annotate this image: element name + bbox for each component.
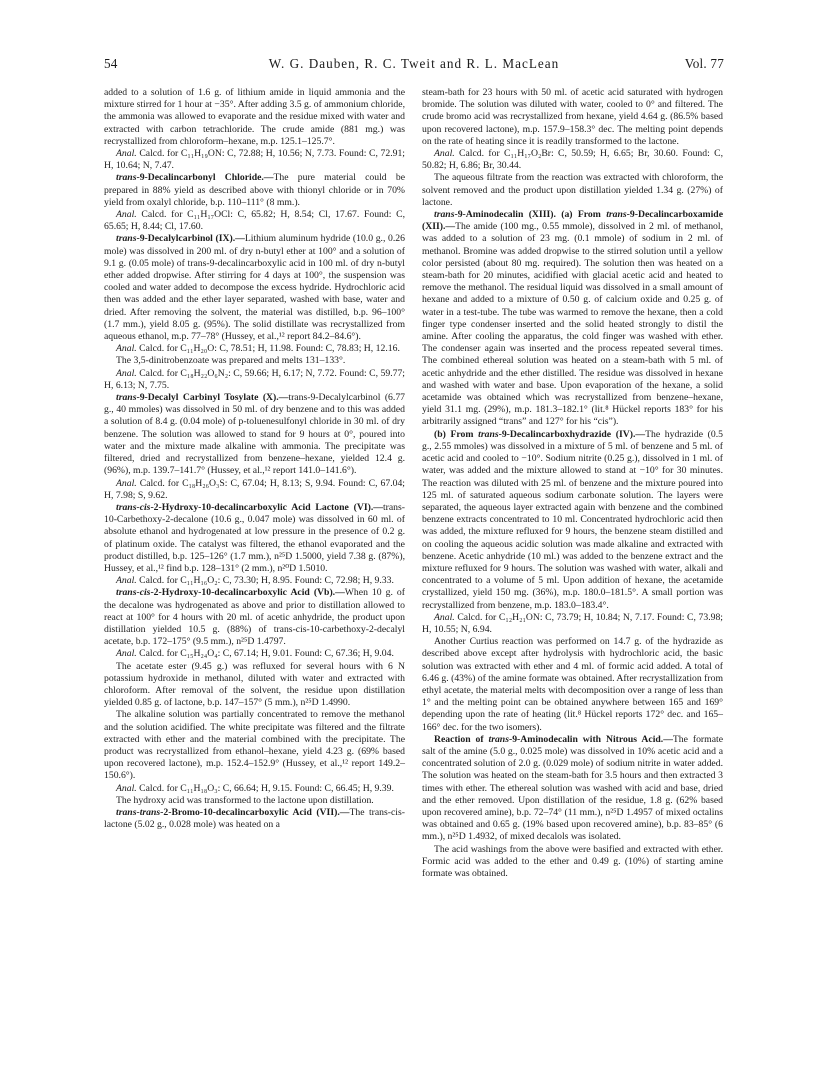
paragraph-text: Calcd. for C₁₁H₁₈O₃: C, 66.64; H, 9.15. Found: C, 66.45; H, 9.39. <box>139 782 394 794</box>
section-heading: -9-Decalyl Carbinyl Tosylate (X).— <box>136 392 289 404</box>
paragraph-text: The pure material could be prepared in 88% yield as described above with thionyl chloride or in 70% yield from oxalyl chloride, b.p. 110–111° (8 mm.). <box>104 172 406 208</box>
analysis-paragraph <box>104 368 405 392</box>
analysis-paragraph <box>104 575 405 587</box>
analysis-paragraph <box>422 612 723 636</box>
anal-label: Anal. <box>116 209 137 221</box>
section-paragraph <box>104 392 405 477</box>
volume-number: Vol. 77 <box>684 56 724 71</box>
paragraph: The acid washings from the above were basified and extracted with ether. Formic acid was added to the ether and 0.49 g. (10%) of starting amine formate was obtained. <box>422 843 723 879</box>
paragraph: added to a solution of 1.6 g. of lithium amide in liquid ammonia and the mixture stirred for 1 hour at −35°. After adding 3.5 g. of ammonium chloride, the ammonia was allowed to evaporate and the residue mixed with water and extracted with carbon tetrachloride. The crude amide (881 mg.) was recrystallized from chloroform–hexane, m.p. 125.1–125.7°. <box>104 87 405 147</box>
section-heading-stereo: trans <box>116 392 137 404</box>
paragraph-text: The amide (100 mg., 0.55 mmole), dissolved in 2 ml. of methanol, was added to a solution of 23 mg. (0.1 mmole) of sodium in 2 ml. of methanol. Bromine was added dropwise to the stirred solution until a yellow color persisted (about 80 mg. required). The solution then was heated on a steam-bath for 20 minutes, acidified with glacial acetic acid and heated to remove the methanol. The residual liquid was dissolved in a small amount of hexane and added to a mixture of 0.50 g. of calcium oxide and 0.25 g. of water in a test-tube. The tube was warmed to remove the hexane, then a cold finger type condenser inserted and the solid heated strongly to distil the amine. After cooling the apparatus, the cold finger was washed with ether. The condenser again was inserted and the process repeated several times. The combined ethereal solution was heated on a steam-bath with 5 ml. of acetic anhydride and the ether distilled. The residue was dissolved in hexane and washed with water and base. Upon evaporation of the hexane, a solid acetamide was obtained which was recrystallized from benzene–hexane, yield 31.1 mg. (29%), m.p. 181.3–182.1° (lit.⁸ Hückel reports 183° for his arbitrarily assigned “trans” and 127° for his “cis”). <box>422 221 723 428</box>
section-heading: (b) From <box>434 428 479 440</box>
paragraph-text: Calcd. for C₁₈H₂₆O₃S: C, 67.04; H, 8.13; S, 9.94. Found: C, 67.04; H, 7.98; S, 9.62. <box>104 477 405 501</box>
section-paragraph <box>104 233 405 343</box>
section-heading-stereo: trans <box>606 209 627 221</box>
paragraph-text: Calcd. for C₁₈H₂₂O₆N₂: C, 59.66; H, 6.17; N, 7.72. Found: C, 59.77; H, 6.13; N, 7.75. <box>104 367 406 391</box>
paragraph: The aqueous filtrate from the reaction was extracted with chloroform, the solvent removed and the product upon distillation yielded 1.34 g. (27%) of lactone. <box>422 172 723 208</box>
section-heading: -2-Bromo-10-decalincarboxylic Acid (VII).— <box>160 806 350 818</box>
anal-label: Anal. <box>116 367 137 379</box>
paragraph-text: Calcd. for C₁₁H₁₇O₂Br: C, 50.59; H, 6.65; Br, 30.60. Found: C, 50.82; H, 6.86; Br, 30.44. <box>422 148 724 172</box>
section-heading: -9-Decalincarbonyl Chloride.— <box>136 172 274 184</box>
running-authors: W. G. Dauben, R. C. Tweit and R. L. MacLean <box>268 56 560 71</box>
section-paragraph <box>104 807 405 831</box>
anal-label: Anal. <box>116 477 137 489</box>
anal-label: Anal. <box>116 782 137 794</box>
section-heading-stereo: trans <box>478 428 499 440</box>
analysis-paragraph <box>104 209 405 233</box>
paragraph-text: Calcd. for C₁₁H₁₉ON: C, 72.88; H, 10.56; N, 7.73. Found: C, 72.91; H, 10.64; N, 7.47. <box>104 148 405 172</box>
anal-label: Anal. <box>434 148 455 160</box>
paragraph-text: Calcd. for C₁₂H₂₁ON: C, 73.79; H, 10.84; N, 7.17. Found: C, 73.98; H, 10.55; N, 6.94. <box>422 611 723 635</box>
paragraph-text: Calcd. for C₁₁H₁₆O₂: C, 73.30; H, 8.95. Found: C, 72.98; H, 9.33. <box>139 575 394 587</box>
paragraph-text: Calcd. for C₁₅H₂₄O₄: C, 67.14; H, 9.01. Found: C, 67.36; H, 9.04. <box>139 648 394 660</box>
paragraph-text: trans-9-Decalylcarbinol (6.77 g., 40 mmoles) was dissolved in 50 ml. of dry benzene and to this was added a solution of 8.4 g. (0.04 mole) of p-toluenesulfonyl chloride in 30 ml. of dry benzene. The solution was allowed to stand for 9 hours at 0°, poured into water and the mixture made alkaline with ammonia. The precipitate was filtered, dried and recrystallized from benzene–hexane, yielded 12.4 g. (96%), m.p. 139.7–141.7° (Hussey, et al.,¹² report 141.0–141.6°). <box>104 392 406 477</box>
paragraph: The alkaline solution was partially concentrated to remove the methanol and the solution acidified. The white precipitate was filtered and the filtrate extracted with ether and the material combined with the precipitate. The product was recrystallized from ethanol–hexane, yield 4.23 g. (69% based upon recovered lactone), m.p. 152.4–152.9° (Hussey, et al.,¹² report 149.2–150.6°). <box>104 709 405 782</box>
analysis-paragraph <box>104 148 405 172</box>
paragraph-text: When 10 g. of the decalone was hydrogenated as above and prior to distillation allowed to react at 100° for 4 hours with 20 ml. of acetic anhydride, the product upon distillation yielded 10.5 g. (88%) of trans-cis-10-carbethoxy-2-decalyl acetate, b.p. 172–175° (9.5 mm.), n²⁵D 1.4797. <box>104 587 405 648</box>
section-paragraph <box>104 587 405 648</box>
running-header <box>104 56 724 76</box>
analysis-paragraph <box>104 783 405 795</box>
anal-label: Anal. <box>116 648 137 660</box>
section-heading: -2-Hydroxy-10-decalincarboxylic Acid Lactone (VI).— <box>150 501 383 513</box>
section-heading: -9-Aminodecalin with Nitrous Acid.— <box>508 733 673 745</box>
paragraph: Another Curtius reaction was performed on 14.7 g. of the hydrazide as described above except after hydrolysis with hydrochloric acid, the basic solution was extracted with ether and 4 ml. of formic acid added. A total of 6.46 g. (43%) of the amine formate was obtained. After recrystallization from ethyl acetate, the material melts with decomposition over a range of less than 1° and the melting point can be obtained anywhere between 165 and 169° depending upon the rate of heating (lit.⁸ Hückel reports 172° dec. and 165–166° dec. for the two isomers). <box>422 636 723 733</box>
anal-label: Anal. <box>116 343 137 355</box>
section-paragraph <box>422 429 723 612</box>
section-heading: -2-Hydroxy-10-decalincarboxylic Acid (Vb).— <box>150 587 345 599</box>
section-heading: -9-Decalincarboxhydrazide (IV).— <box>498 428 646 440</box>
section-paragraph <box>422 209 723 429</box>
analysis-paragraph <box>104 478 405 502</box>
section-heading-stereo: trans <box>116 233 137 245</box>
paragraph: The 3,5-dinitrobenzoate was prepared and melts 131–133°. <box>116 355 346 367</box>
section-paragraph <box>422 734 723 844</box>
analysis-paragraph <box>104 648 405 660</box>
section-heading-stereo: trans-cis <box>116 501 151 513</box>
section-paragraph <box>104 172 405 209</box>
paragraph: The hydroxy acid was transformed to the lactone upon distillation. <box>116 794 374 806</box>
paragraph-text: The trans-cis-lactone (5.02 g., 0.028 mole) was heated on a <box>104 806 405 831</box>
paragraph-text: trans-10-Carbethoxy-2-decalone (10.6 g., 0.047 mole) was dissolved in 60 ml. of absolute ethanol and hydrogenated at low pressure in the presence of 0.2 g. of platinum oxide. The catalyst was filtered, the ethanol evaporated and the product distilled, b.p. 125–126° (1.7 mm.), n²⁵D 1.5000, yield 7.38 g. (87%), Hussey, et al.,¹² find b.p. 128–131° (2 mm.), n²⁰D 1.5010. <box>104 501 405 574</box>
paragraph: steam-bath for 23 hours with 50 ml. of acetic acid saturated with hydrogen bromide. The solution was diluted with water, cooled to 0° and filtered. The crude bromo acid was recrystallized from hexane, yield 4.64 g. (86.5% based upon recovered lactone), m.p. 157.9–158.3° dec. The melting point depends on the rate of heating since it is readily transformed to the lactone. <box>422 87 723 147</box>
section-heading-stereo: trans <box>488 733 509 745</box>
anal-label: Anal. <box>116 148 137 160</box>
section-heading: -9-Decalincarboxamide (XII).— <box>422 209 723 233</box>
section-heading-stereo: trans-trans <box>116 806 161 818</box>
paragraph-text: Calcd. for C₁₁H₁₇OCl: C, 65.82; H, 8.54; Cl, 17.67. Found: C, 65.65; H, 8.44; Cl, 17.60. <box>104 209 406 233</box>
section-heading: -9-Decalylcarbinol (IX).— <box>136 233 245 245</box>
section-heading-stereo: trans <box>116 172 137 184</box>
section-paragraph <box>104 502 405 575</box>
section-heading-stereo: trans <box>434 209 455 221</box>
section-heading: Reaction of <box>434 733 489 745</box>
left-column <box>104 87 405 831</box>
section-heading-stereo: trans-cis <box>116 587 151 599</box>
right-column <box>422 87 723 880</box>
anal-label: Anal. <box>116 575 137 587</box>
paragraph: The acetate ester (9.45 g.) was refluxed for several hours with 6 N potassium hydroxide in methanol, diluted with water and extracted with chloroform. After removal of the solvent, the residue upon distillation yielded 0.85 g. of lactone, b.p. 147–157° (5 mm.), n²⁵D 1.4990. <box>104 660 405 709</box>
paragraph-text: The hydrazide (0.5 g., 2.55 mmoles) was dissolved in a mixture of 5 ml. of benzene and 5 ml. of acetic acid and cooled to −10°. Sodium nitrite (0.25 g.), dissolved in 1 ml. of water, was added and the mixture allowed to stand at −10° for 30 minutes. The reaction was diluted with 25 ml. of benzene and the mixture poured into 125 ml. of saturated aqueous sodium carbonate solution. The layers were separated, the aqueous layer extracted again with benzene and the combined benzene extracts concentrated to 10 ml. Concentrated hydrochloric acid then was added, the mixture refluxed for 9 hours, the benzene steam distilled and on cooling the aqueous acidic solution was made alkaline and extracted with benzene. Acetic anhydride (10 ml.) was added to the benzene extract and the mixture refluxed for 9 hours. The solution was washed with water, alkali and concentrated to a volume of 5 ml. Upon addition of hexane, the acetamide crystallized, yield 150 mg. (36%), m.p. 180.0–181.5°. A small portion was recrystallized from benzene, m.p. 183.0–183.4°. <box>422 428 724 611</box>
analysis-paragraph <box>422 148 723 172</box>
page-number: 54 <box>104 56 118 71</box>
analysis-paragraph <box>104 343 405 355</box>
anal-label: Anal. <box>434 611 455 623</box>
paragraph-text: The formate salt of the amine (5.0 g., 0.025 mole) was dissolved in 10% acetic acid and a concentrated solution of 2.0 g. (0.029 mole) of sodium nitrite in water added. The solution was heated on the steam-bath for 3.5 hours and then extracted 3 times with ether. The ethereal solution was washed with acid and base, dried and the ether removed. Upon distillation of the residue, 1.8 g. (62% based upon recovered amine), b.p. 72–74° (11 mm.), n²⁵D 1.4957 of mixed octalins was obtained and 0.65 g. (19% based upon recovered amine), b.p. 83–85° (6 mm.), n²⁵D 1.4932, of mixed decalols was isolated. <box>422 733 723 843</box>
section-heading: -9-Aminodecalin (XIII). (a) From <box>454 209 607 221</box>
paragraph-text: Lithium aluminum hydride (10.0 g., 0.26 mole) was dissolved in 200 ml. of dry n-butyl ether at 100° and a solution of 9.1 g. (0.05 mole) of trans-9-decalincarboxylic acid in 100 ml. of dry n-butyl ether added dropwise. After stirring for 4 days at 100°, the suspension was cooled and water added to decompose the excess hydride. Hydrochloric acid then was added and the ether layer separated, washed with base, water and dried. After removing the solvent, the material was distilled, b.p. 96–100° (1.7 mm.), yield 8.05 g. (95%). The solid distillate was recrystallized from aqueous ethanol, m.p. 77–78° (Hussey, et al.,¹² report 84.2–84.6°). <box>104 233 405 343</box>
paragraph-text: Calcd. for C₁₁H₂₀O: C, 78.51; H, 11.98. Found: C, 78.83; H, 12.16. <box>139 343 400 355</box>
